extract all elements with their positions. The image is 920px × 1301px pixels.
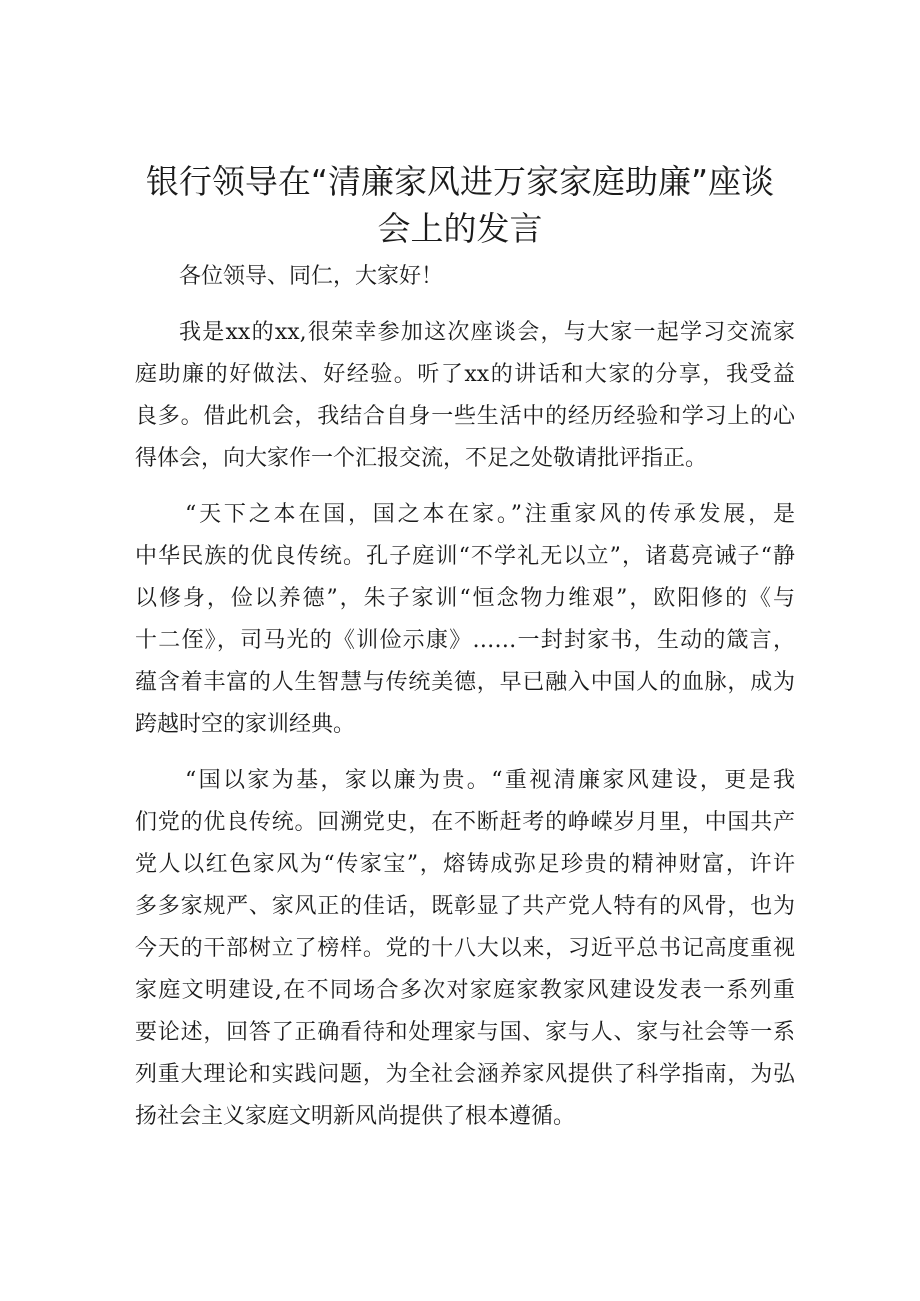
paragraph-line: 得体会，向大家作一个汇报交流，不足之处敬请批评指正。 xyxy=(135,446,708,471)
paragraph-line: “国以家为基，家以廉为贵。“重视清廉家风建设，更是我 xyxy=(185,768,795,793)
paragraph-line: 我是xx的xx,很荣幸参加这次座谈会，与大家一起学习交流家 xyxy=(179,320,795,345)
document-body xyxy=(135,256,795,1138)
paragraph-party-tradition xyxy=(135,760,795,1138)
paragraph-line: 扬社会主义家庭文明新风尚提供了根本遵循。 xyxy=(135,1104,576,1129)
paragraph-line: 们党的优良传统。回溯党史，在不断赶考的峥嵘岁月里，中国共产 xyxy=(135,810,795,835)
salutation-text: 各位领导、同仁，大家好！ xyxy=(179,264,444,289)
title-line-1: 银行领导在“清廉家风进万家家庭助廉”座谈 xyxy=(145,162,775,201)
paragraph-line: 以修身，俭以养德”，朱子家训“恒念物力维艰”，欧阳修的《与 xyxy=(135,586,795,611)
paragraph-line: 要论述，回答了正确看待和处理家与国、家与人、家与社会等一系 xyxy=(135,1020,795,1045)
paragraph-line: 列重大理论和实践问题，为全社会涵养家风提供了科学指南，为弘 xyxy=(135,1062,795,1087)
paragraph-line: 良多。借此机会，我结合自身一些生活中的经历经验和学习上的心 xyxy=(135,404,795,429)
paragraph-line: 蕴含着丰富的人生智慧与传统美德，早已融入中国人的血脉，成为 xyxy=(135,670,795,695)
paragraph-line: 今天的干部树立了榜样。党的十八大以来，习近平总书记高度重视 xyxy=(135,936,795,961)
paragraph-line: 跨越时空的家训经典。 xyxy=(135,712,356,737)
paragraph-line: 十二侄》，司马光的《训俭示康》……一封封家书，生动的箴言， xyxy=(135,628,795,653)
paragraph-line: 家庭文明建设,在不同场合多次对家庭家教家风建设发表一系列重 xyxy=(135,978,795,1003)
salutation xyxy=(135,256,795,298)
paragraph-family-tradition xyxy=(135,494,795,746)
title-line-2: 会上的发言 xyxy=(377,209,543,248)
paragraph-line: 多多家规严、家风正的佳话，既彰显了共产党人特有的风骨，也为 xyxy=(135,894,795,919)
paragraph-intro xyxy=(135,312,795,480)
paragraph-line: 党人以红色家风为“传家宝”，熔铸成弥足珍贵的精神财富，许许 xyxy=(135,852,795,877)
paragraph-line: 中华民族的优良传统。孔子庭训“不学礼无以立”，诸葛亮诫子“静 xyxy=(135,544,795,569)
paragraph-line: 庭助廉的好做法、好经验。听了xx的讲话和大家的分享，我受益 xyxy=(135,362,795,387)
paragraph-line: “天下之本在国，国之本在家。”注重家风的传承发展，是 xyxy=(185,502,795,527)
document-title xyxy=(120,158,800,252)
